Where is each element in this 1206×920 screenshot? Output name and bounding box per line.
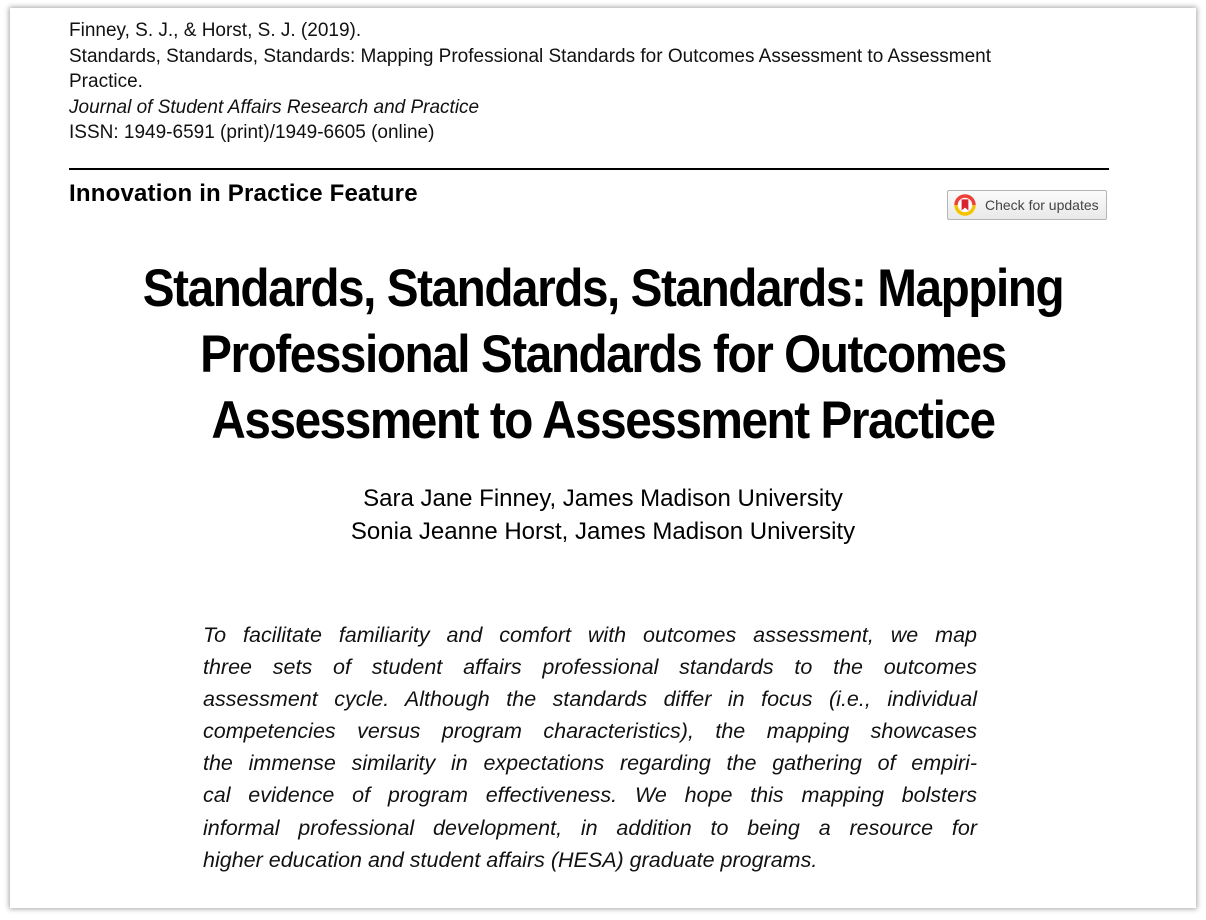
abstract-line: informal professional development, in addition to being a resource for	[203, 815, 977, 840]
abstract-line: higher education and student affairs (HESA) graduate programs.	[203, 847, 818, 872]
abstract-line: assessment cycle. Although the standards differ in focus (i.e., individual	[203, 687, 977, 712]
citation-title-line: Standards, Standards, Standards: Mapping Professional Standards for Outcomes Assessment to Assessment	[69, 45, 991, 67]
abstract-line: To facilitate familiarity and comfort with outcomes assessment, we map	[203, 623, 977, 647]
title-line: Standards, Standards, Standards: Mapping	[142, 259, 1064, 318]
author-list	[10, 482, 1196, 548]
check-for-updates-label: Check for updates	[985, 197, 1099, 213]
title-line: Professional Standards for Outcomes	[200, 325, 1006, 384]
abstract	[203, 619, 977, 876]
article-page	[10, 8, 1196, 908]
author-line: Sonia Jeanne Horst, James Madison University	[350, 518, 856, 545]
crossmark-icon	[954, 194, 976, 216]
check-for-updates-button[interactable]	[947, 190, 1107, 220]
abstract-line: the immense similarity in expectations regarding the gathering of empiri-	[203, 751, 977, 776]
citation-journal: Journal of Student Affairs Research and Practice	[69, 96, 480, 118]
abstract-line: competencies versus program characteristics), the mapping showcases	[203, 719, 977, 744]
citation-article-title	[69, 44, 1109, 95]
feature-label: Innovation in Practice Feature	[69, 180, 418, 207]
abstract-line: cal evidence of program effectiveness. We hope this mapping bolsters	[203, 783, 977, 808]
citation-issn: ISSN: 1949-6591 (print)/1949-6605 (online)	[69, 122, 435, 143]
citation-title-line: Practice.	[69, 71, 143, 92]
article-title	[69, 256, 1136, 454]
title-line: Assessment to Assessment Practice	[211, 391, 995, 450]
citation-authors-year: Finney, S. J., & Horst, S. J. (2019).	[69, 20, 362, 41]
citation-block	[69, 18, 1109, 146]
header-divider	[69, 168, 1109, 170]
abstract-line: three sets of student affairs professional standards to the outcomes	[203, 655, 977, 680]
author-line: Sara Jane Finney, James Madison University	[363, 485, 843, 512]
